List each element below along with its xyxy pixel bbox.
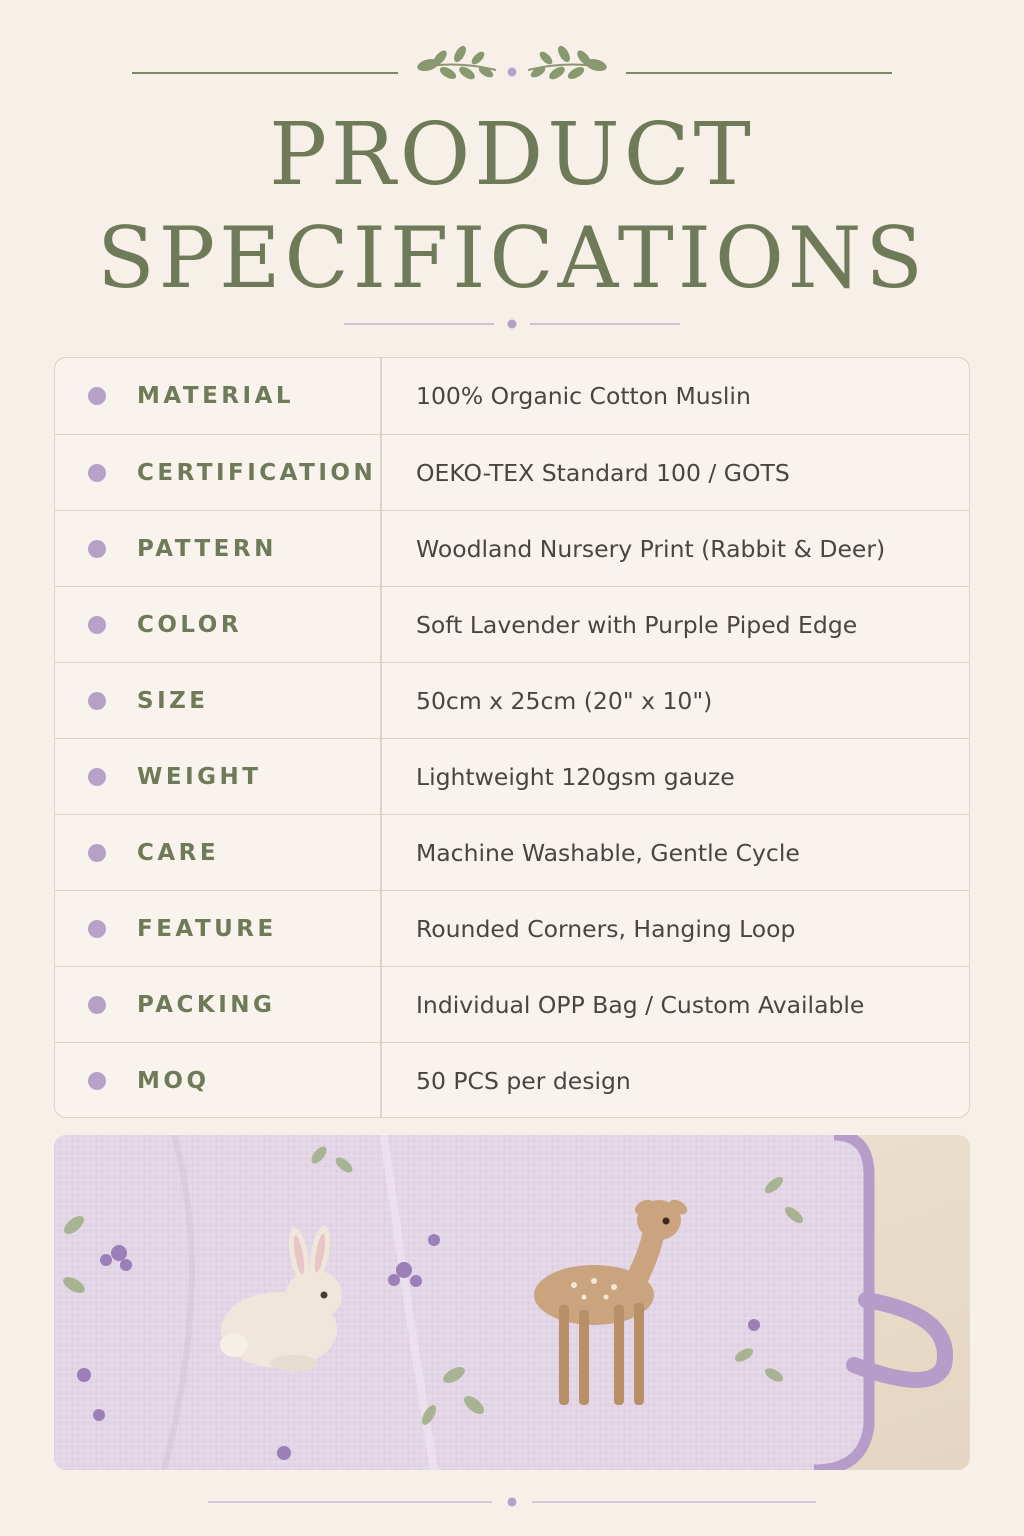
spec-label: MOQ xyxy=(137,1067,210,1094)
spec-value: 50 PCS per design xyxy=(416,1066,631,1095)
spec-label: FEATURE xyxy=(137,915,277,942)
spec-row-moq xyxy=(55,1042,969,1118)
spec-value: OEKO-TEX Standard 100 / GOTS xyxy=(416,458,790,487)
spec-label: PATTERN xyxy=(137,535,277,562)
spec-value: 50cm x 25cm (20" x 10") xyxy=(416,686,713,715)
laurel-right-icon xyxy=(528,44,608,82)
spec-value: Individual OPP Bag / Custom Available xyxy=(416,990,865,1019)
spec-row-certification xyxy=(55,434,969,510)
bullet-dot-icon xyxy=(88,692,106,710)
spec-label: COLOR xyxy=(137,611,243,638)
spec-value: Rounded Corners, Hanging Loop xyxy=(416,914,796,943)
spec-row-packing xyxy=(55,966,969,1042)
divider-dot-icon xyxy=(508,320,517,329)
spec-table xyxy=(54,357,970,1118)
bottom-divider xyxy=(0,1490,1024,1514)
spec-label: CARE xyxy=(137,839,220,866)
bullet-dot-icon xyxy=(88,996,106,1014)
spec-label: PACKING xyxy=(137,991,276,1018)
spec-value: Machine Washable, Gentle Cycle xyxy=(416,838,800,867)
page-title-line2: SPECIFICATIONS xyxy=(97,209,927,307)
laurel-left-icon xyxy=(416,44,496,82)
bullet-dot-icon xyxy=(88,540,106,558)
spec-row-color xyxy=(55,586,969,662)
bullet-dot-icon xyxy=(88,387,106,405)
spec-row-material xyxy=(55,358,969,434)
title-divider xyxy=(0,312,1024,336)
page-title-line1: PRODUCT xyxy=(269,105,755,205)
spec-label: SIZE xyxy=(137,687,209,714)
spec-row-weight xyxy=(55,738,969,814)
top-ornament xyxy=(0,40,1024,110)
bullet-dot-icon xyxy=(88,1072,106,1090)
bullet-dot-icon xyxy=(88,844,106,862)
divider-dot-icon xyxy=(508,1498,517,1507)
spec-label: MATERIAL xyxy=(137,383,295,409)
ornament-dot-icon xyxy=(508,68,517,77)
spec-row-feature xyxy=(55,890,969,966)
spec-row-pattern xyxy=(55,510,969,586)
spec-label: CERTIFICATION xyxy=(137,459,377,486)
spec-value: Lightweight 120gsm gauze xyxy=(416,762,735,791)
spec-label: WEIGHT xyxy=(137,763,262,790)
spec-row-size xyxy=(55,662,969,738)
bullet-dot-icon xyxy=(88,616,106,634)
spec-value: Woodland Nursery Print (Rabbit & Deer) xyxy=(416,534,886,563)
bullet-dot-icon xyxy=(88,768,106,786)
spec-value: Soft Lavender with Purple Piped Edge xyxy=(416,610,858,639)
bullet-dot-icon xyxy=(88,920,106,938)
product-photo xyxy=(54,1135,970,1470)
spec-value: 100% Organic Cotton Muslin xyxy=(416,382,751,410)
spec-row-care xyxy=(55,814,969,890)
bullet-dot-icon xyxy=(88,464,106,482)
